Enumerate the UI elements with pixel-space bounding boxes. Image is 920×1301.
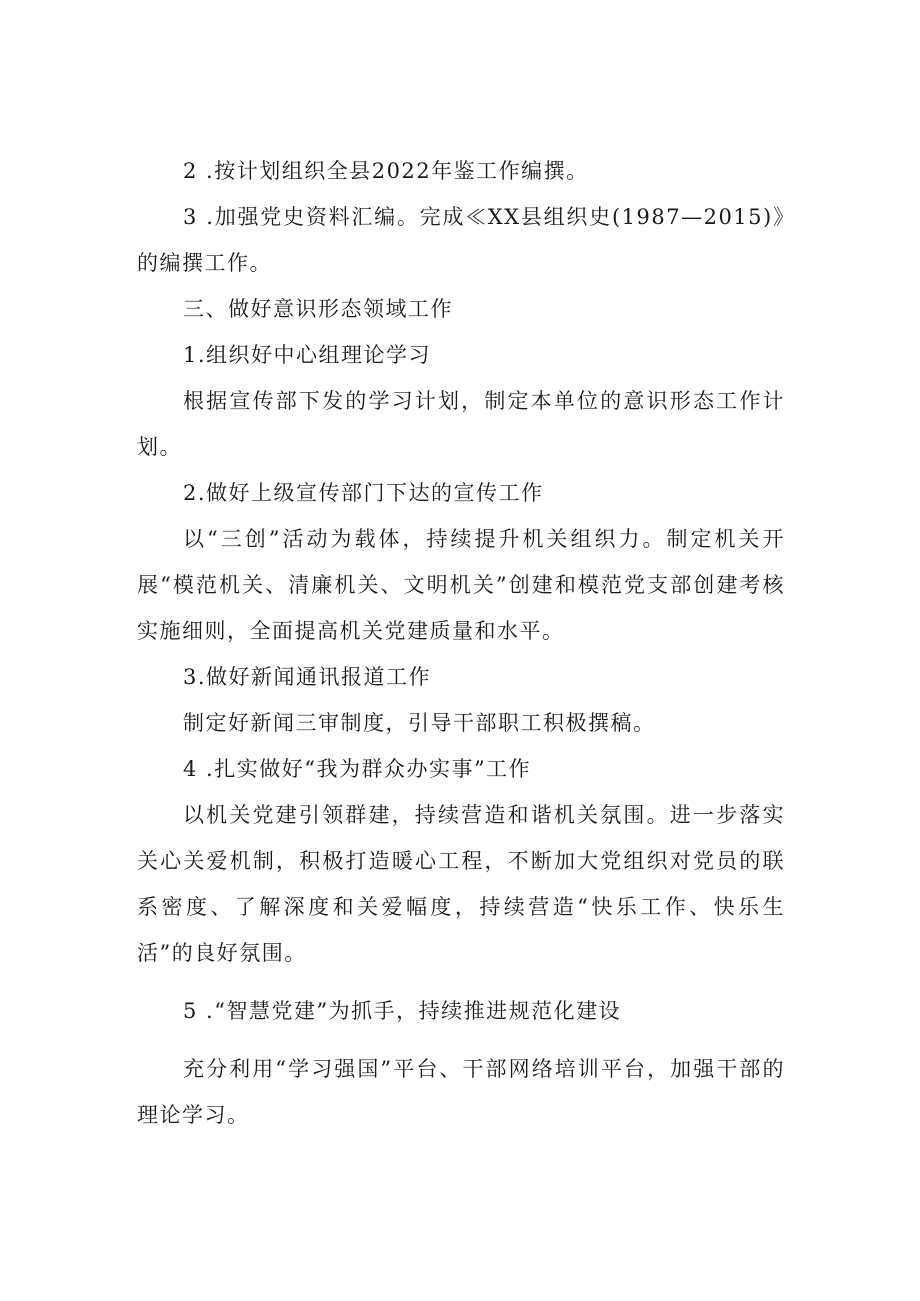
subheading-3: 3.做好新闻通讯报道工作 xyxy=(183,665,432,689)
paragraph-body: 充分利用“学习强国”平台、干部网络培训平台，加强干部的理论学习。 xyxy=(137,1057,785,1127)
subheading-4: 4 .扎实做好“我为群众办实事”工作 xyxy=(183,757,532,781)
paragraph-spacer xyxy=(137,976,785,988)
paragraph-body: 以机关党建引领群建，持续营造和谐机关氛围。进一步落实关心关爱机制，积极打造暖心工程，不断加大党组织对党员的联系密度、了解深度和关爱幅度，持续营造“快乐工作、快乐生活”的良好氛围。 xyxy=(137,803,785,965)
paragraph-body: 以“三创”活动为载体，持续提升机关组织力。制定机关开展“模范机关、清廉机关、文明机关”创建和模范党支部创建考核实施细则，全面提高机关党建质量和水平。 xyxy=(137,527,785,643)
paragraph-body: 根据宣传部下发的学习计划，制定本单位的意识形态工作计划。 xyxy=(137,389,785,459)
subheading-2: 2.做好上级宣传部门下达的宣传工作 xyxy=(183,481,544,505)
section-heading-3: 三、做好意识形态领域工作 xyxy=(183,297,453,321)
subheading-1: 1.组织好中心组理论学习 xyxy=(183,343,432,367)
document-body xyxy=(137,148,785,1138)
paragraph-item-2: 2 .按计划组织全县2022年鉴工作编撰。 xyxy=(183,159,589,183)
paragraph-spacer xyxy=(137,1034,785,1046)
subheading-5: 5 .“智慧党建”为抓手，持续推进规范化建设 xyxy=(183,999,622,1023)
paragraph-item-3: 3 .加强党史资料汇编。完成≪XX县组织史(1987—2015)》的编撰工作。 xyxy=(137,205,785,275)
paragraph-body: 制定好新闻三审制度，引导干部职工积极撰稿。 xyxy=(183,711,656,735)
